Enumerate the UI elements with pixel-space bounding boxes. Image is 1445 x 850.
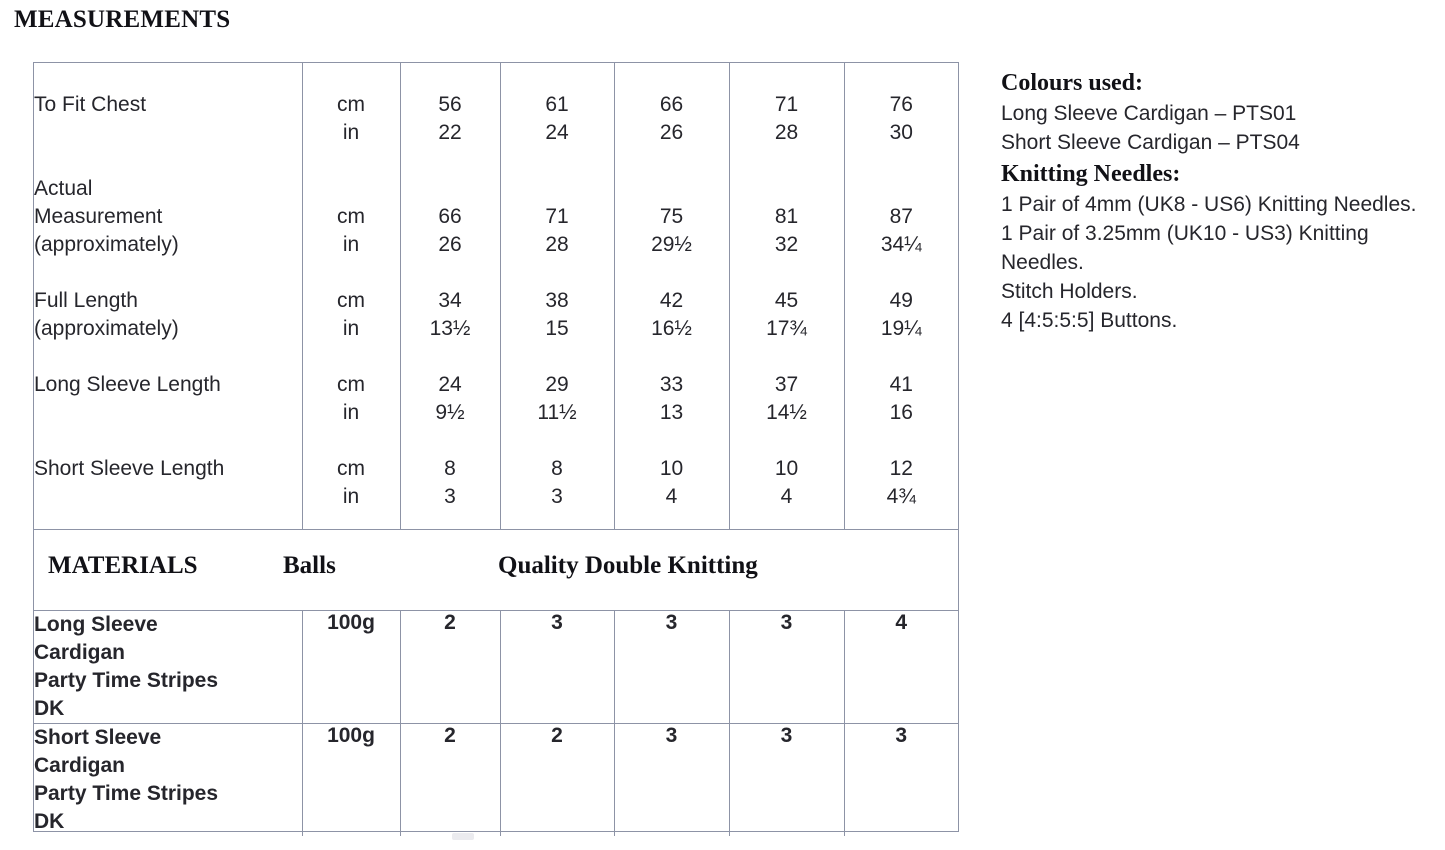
unit-in: in bbox=[302, 483, 400, 511]
value-cell: 41 bbox=[844, 371, 958, 399]
value-cell: 4¾ bbox=[844, 483, 958, 511]
spacer-cell bbox=[844, 259, 958, 287]
spacer-cell bbox=[500, 427, 614, 455]
spacer-cell bbox=[844, 63, 958, 91]
spacer-cell bbox=[614, 63, 729, 91]
value-cell: 24 bbox=[500, 119, 614, 147]
value-cell: 22 bbox=[400, 119, 500, 147]
value-cell: 71 bbox=[729, 91, 844, 119]
spacer-cell bbox=[400, 427, 500, 455]
spacer-cell bbox=[400, 511, 500, 529]
ball-count: 2 bbox=[400, 723, 500, 836]
value-cell: 19¼ bbox=[844, 315, 958, 343]
colour-line: Short Sleeve Cardigan – PTS04 bbox=[1001, 131, 1300, 154]
unit-cm: cm bbox=[302, 287, 400, 315]
row-gap bbox=[34, 427, 958, 455]
colour-line: Long Sleeve Cardigan – PTS01 bbox=[1001, 102, 1297, 125]
spacer-cell bbox=[500, 147, 614, 175]
spacer-cell bbox=[614, 147, 729, 175]
value-cell: 28 bbox=[729, 119, 844, 147]
row-label-actual-measurement bbox=[34, 175, 302, 259]
value-cell: 34¼ bbox=[844, 231, 958, 259]
value-cell: 12 bbox=[844, 455, 958, 483]
value-cell: 61 bbox=[500, 91, 614, 119]
value-cell: 17¾ bbox=[729, 315, 844, 343]
spacer-cell bbox=[614, 427, 729, 455]
spacer-cell bbox=[844, 427, 958, 455]
spacer-cell bbox=[34, 511, 302, 529]
value-cell: 87 bbox=[844, 175, 958, 231]
label-line: Actual bbox=[34, 177, 93, 200]
label-line: Full Length bbox=[34, 289, 138, 312]
unit-in: in bbox=[302, 231, 400, 259]
value-cell: 34 bbox=[400, 287, 500, 315]
unit-in: in bbox=[302, 315, 400, 343]
materials-row-long-sleeve bbox=[34, 610, 958, 723]
value-cell: 42 bbox=[614, 287, 729, 315]
spacer-cell bbox=[844, 511, 958, 529]
product-name-long-sleeve bbox=[34, 610, 302, 723]
ball-count: 3 bbox=[500, 610, 614, 723]
value-cell: 66 bbox=[400, 175, 500, 231]
needle-line: 1 Pair of 4mm (UK8 - US6) Knitting Needles. bbox=[1001, 193, 1417, 216]
spacer-cell bbox=[844, 343, 958, 371]
product-line: DK bbox=[34, 696, 65, 720]
value-cell: 4 bbox=[729, 483, 844, 511]
table-row bbox=[34, 287, 958, 315]
product-line: Cardigan bbox=[34, 753, 126, 777]
spacer-cell bbox=[729, 63, 844, 91]
knitting-needles-heading: Knitting Needles: bbox=[1001, 161, 1181, 187]
ball-count: 3 bbox=[729, 610, 844, 723]
page-title: MEASUREMENTS bbox=[14, 6, 231, 33]
value-cell: 8 bbox=[500, 455, 614, 483]
spacer-cell bbox=[34, 259, 302, 287]
spacer-cell bbox=[34, 343, 302, 371]
ball-count: 3 bbox=[614, 723, 729, 836]
table-row bbox=[34, 371, 958, 399]
value-cell: 29 bbox=[500, 371, 614, 399]
table-row bbox=[34, 455, 958, 483]
value-cell: 29½ bbox=[614, 231, 729, 259]
value-cell: 10 bbox=[729, 455, 844, 483]
unit-in: in bbox=[302, 399, 400, 427]
unit-cm: cm bbox=[302, 371, 400, 399]
value-cell: 11½ bbox=[500, 399, 614, 427]
value-cell: 32 bbox=[729, 231, 844, 259]
spacer-cell bbox=[729, 147, 844, 175]
materials-band-row bbox=[34, 529, 958, 610]
ball-weight: 100g bbox=[302, 723, 400, 836]
spacer-cell bbox=[302, 63, 400, 91]
ball-count: 3 bbox=[729, 723, 844, 836]
ball-count: 4 bbox=[844, 610, 958, 723]
value-cell: 16½ bbox=[614, 315, 729, 343]
value-cell: 49 bbox=[844, 287, 958, 315]
spacer-cell bbox=[500, 343, 614, 371]
table-row bbox=[34, 175, 958, 231]
row-label-long-sleeve-length: Long Sleeve Length bbox=[34, 373, 221, 396]
ball-count: 3 bbox=[844, 723, 958, 836]
spacer-cell bbox=[614, 511, 729, 529]
value-cell: 26 bbox=[614, 119, 729, 147]
label-line: (approximately) bbox=[34, 233, 179, 256]
product-line: Cardigan bbox=[34, 640, 126, 664]
needle-line: 1 Pair of 3.25mm (UK10 - US3) Knitting Needles. bbox=[1001, 222, 1369, 274]
value-cell: 13½ bbox=[400, 315, 500, 343]
spacer-cell bbox=[400, 259, 500, 287]
spacer-cell bbox=[302, 427, 400, 455]
value-cell: 4 bbox=[614, 483, 729, 511]
value-cell: 9½ bbox=[400, 399, 500, 427]
row-gap bbox=[34, 343, 958, 371]
spacer-cell bbox=[614, 343, 729, 371]
spacer-cell bbox=[729, 427, 844, 455]
value-cell: 76 bbox=[844, 91, 958, 119]
row-gap bbox=[34, 259, 958, 287]
table-grid bbox=[34, 63, 958, 836]
ball-weight: 100g bbox=[302, 610, 400, 723]
materials-row-short-sleeve bbox=[34, 723, 958, 836]
value-cell: 24 bbox=[400, 371, 500, 399]
colours-used-heading: Colours used: bbox=[1001, 70, 1144, 96]
value-cell: 14½ bbox=[729, 399, 844, 427]
table-top-spacer bbox=[34, 63, 958, 91]
product-name-short-sleeve bbox=[34, 723, 302, 836]
spacer-cell bbox=[302, 259, 400, 287]
spacer-cell bbox=[302, 147, 400, 175]
value-cell: 26 bbox=[400, 231, 500, 259]
product-line: Party Time Stripes bbox=[34, 781, 219, 805]
spacer-cell bbox=[400, 343, 500, 371]
ball-count: 2 bbox=[400, 610, 500, 723]
spacer-cell bbox=[614, 259, 729, 287]
measurements-materials-table bbox=[33, 62, 959, 832]
value-cell: 3 bbox=[400, 483, 500, 511]
spacer-cell bbox=[500, 259, 614, 287]
value-cell: 66 bbox=[614, 91, 729, 119]
value-cell: 3 bbox=[500, 483, 614, 511]
value-cell: 10 bbox=[614, 455, 729, 483]
unit-cm: cm bbox=[302, 455, 400, 483]
spacer-cell bbox=[34, 147, 302, 175]
value-cell: 33 bbox=[614, 371, 729, 399]
spacer-cell bbox=[844, 147, 958, 175]
value-cell: 38 bbox=[500, 287, 614, 315]
spacer-cell bbox=[302, 511, 400, 529]
value-cell: 56 bbox=[400, 91, 500, 119]
row-label-to-fit-chest: To Fit Chest bbox=[34, 93, 147, 116]
unit-in: in bbox=[302, 119, 400, 147]
table-row bbox=[34, 91, 958, 119]
value-cell: 8 bbox=[400, 455, 500, 483]
spacer-cell bbox=[400, 63, 500, 91]
product-line: Long Sleeve bbox=[34, 612, 158, 636]
spacer-cell bbox=[729, 259, 844, 287]
value-cell: 37 bbox=[729, 371, 844, 399]
label-line: Measurement bbox=[34, 205, 163, 228]
measurements-bottom-spacer bbox=[34, 511, 958, 529]
spacer-cell bbox=[302, 343, 400, 371]
spacer-cell bbox=[34, 427, 302, 455]
value-cell: 30 bbox=[844, 119, 958, 147]
spacer-cell bbox=[729, 343, 844, 371]
product-line: Party Time Stripes bbox=[34, 668, 219, 692]
unit-cm: cm bbox=[302, 175, 400, 231]
quality-heading: Quality Double Knitting bbox=[498, 551, 758, 579]
spacer-cell bbox=[400, 147, 500, 175]
value-cell: 28 bbox=[500, 231, 614, 259]
materials-heading: MATERIALS bbox=[48, 551, 198, 579]
row-label-full-length bbox=[34, 287, 302, 343]
ball-count: 2 bbox=[500, 723, 614, 836]
value-cell: 75 bbox=[614, 175, 729, 231]
row-gap bbox=[34, 147, 958, 175]
label-line: (approximately) bbox=[34, 317, 179, 340]
value-cell: 16 bbox=[844, 399, 958, 427]
spacer-cell bbox=[500, 511, 614, 529]
info-panel bbox=[1001, 68, 1441, 335]
unit-cm: cm bbox=[302, 91, 400, 119]
table-body bbox=[34, 63, 958, 836]
row-label-short-sleeve-length: Short Sleeve Length bbox=[34, 457, 225, 480]
product-line: Short Sleeve bbox=[34, 725, 162, 749]
spacer-cell bbox=[500, 63, 614, 91]
spacer-cell bbox=[34, 63, 302, 91]
materials-band-inner bbox=[48, 552, 958, 580]
product-line: DK bbox=[34, 809, 65, 833]
needle-line: 4 [4:5:5:5] Buttons. bbox=[1001, 309, 1178, 332]
value-cell: 81 bbox=[729, 175, 844, 231]
balls-heading: Balls bbox=[283, 551, 336, 579]
materials-band bbox=[34, 529, 958, 610]
value-cell: 71 bbox=[500, 175, 614, 231]
value-cell: 15 bbox=[500, 315, 614, 343]
scan-artifact bbox=[452, 833, 474, 840]
ball-count: 3 bbox=[614, 610, 729, 723]
spacer-cell bbox=[729, 511, 844, 529]
value-cell: 45 bbox=[729, 287, 844, 315]
needle-line: Stitch Holders. bbox=[1001, 280, 1138, 303]
value-cell: 13 bbox=[614, 399, 729, 427]
